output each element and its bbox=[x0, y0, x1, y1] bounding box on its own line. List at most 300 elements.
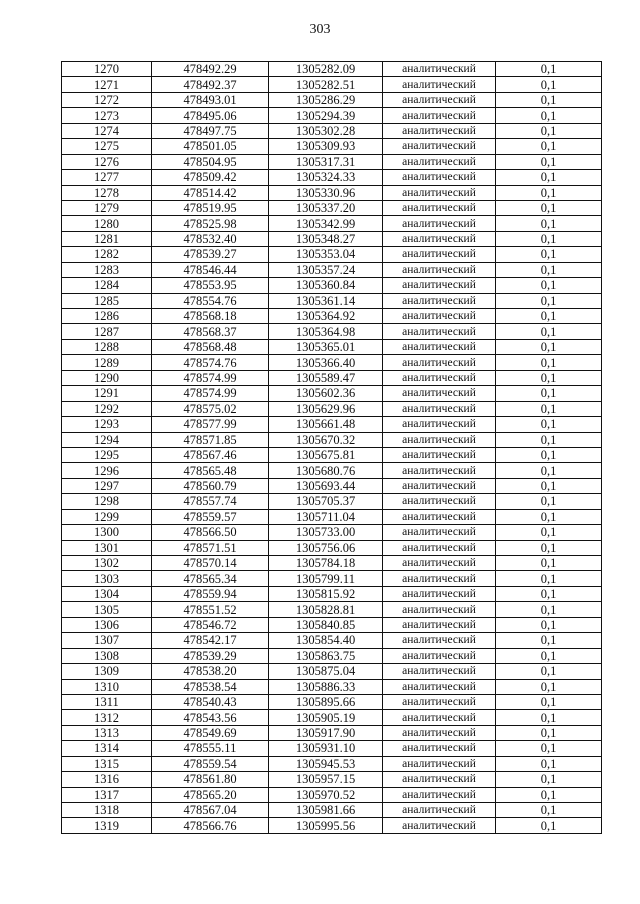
y-coordinate-cell: 1305756.06 bbox=[269, 540, 383, 555]
table-row bbox=[62, 540, 602, 555]
method-cell: аналитический bbox=[383, 818, 496, 833]
x-coordinate-cell: 478546.44 bbox=[152, 262, 269, 277]
point-number-cell: 1286 bbox=[62, 309, 152, 324]
accuracy-cell: 0,1 bbox=[496, 77, 602, 92]
accuracy-cell: 0,1 bbox=[496, 123, 602, 138]
table-row bbox=[62, 432, 602, 447]
method-cell: аналитический bbox=[383, 694, 496, 709]
table-row bbox=[62, 633, 602, 648]
accuracy-cell: 0,1 bbox=[496, 262, 602, 277]
point-number-cell: 1280 bbox=[62, 216, 152, 231]
method-cell: аналитический bbox=[383, 185, 496, 200]
accuracy-cell: 0,1 bbox=[496, 509, 602, 524]
y-coordinate-cell: 1305589.47 bbox=[269, 370, 383, 385]
accuracy-cell: 0,1 bbox=[496, 648, 602, 663]
x-coordinate-cell: 478557.74 bbox=[152, 494, 269, 509]
x-coordinate-cell: 478492.29 bbox=[152, 62, 269, 77]
table-row bbox=[62, 417, 602, 432]
accuracy-cell: 0,1 bbox=[496, 463, 602, 478]
point-number-cell: 1311 bbox=[62, 694, 152, 709]
point-number-cell: 1295 bbox=[62, 447, 152, 462]
table-row bbox=[62, 386, 602, 401]
table-row bbox=[62, 679, 602, 694]
point-number-cell: 1277 bbox=[62, 170, 152, 185]
point-number-cell: 1309 bbox=[62, 664, 152, 679]
accuracy-cell: 0,1 bbox=[496, 200, 602, 215]
table-row bbox=[62, 602, 602, 617]
method-cell: аналитический bbox=[383, 648, 496, 663]
table-row bbox=[62, 77, 602, 92]
method-cell: аналитический bbox=[383, 710, 496, 725]
table-row bbox=[62, 725, 602, 740]
method-cell: аналитический bbox=[383, 324, 496, 339]
x-coordinate-cell: 478495.06 bbox=[152, 108, 269, 123]
point-number-cell: 1316 bbox=[62, 772, 152, 787]
x-coordinate-cell: 478497.75 bbox=[152, 123, 269, 138]
x-coordinate-cell: 478559.57 bbox=[152, 509, 269, 524]
accuracy-cell: 0,1 bbox=[496, 92, 602, 107]
table-row bbox=[62, 62, 602, 77]
y-coordinate-cell: 1305895.66 bbox=[269, 694, 383, 709]
x-coordinate-cell: 478519.95 bbox=[152, 200, 269, 215]
x-coordinate-cell: 478549.69 bbox=[152, 725, 269, 740]
table-row bbox=[62, 247, 602, 262]
accuracy-cell: 0,1 bbox=[496, 417, 602, 432]
table-row bbox=[62, 262, 602, 277]
y-coordinate-cell: 1305970.52 bbox=[269, 787, 383, 802]
table-row bbox=[62, 509, 602, 524]
y-coordinate-cell: 1305364.98 bbox=[269, 324, 383, 339]
table-row bbox=[62, 324, 602, 339]
method-cell: аналитический bbox=[383, 617, 496, 632]
table-row bbox=[62, 586, 602, 601]
table-row bbox=[62, 200, 602, 215]
table-row bbox=[62, 803, 602, 818]
table-row bbox=[62, 123, 602, 138]
table-row bbox=[62, 818, 602, 833]
accuracy-cell: 0,1 bbox=[496, 478, 602, 493]
point-number-cell: 1307 bbox=[62, 633, 152, 648]
method-cell: аналитический bbox=[383, 123, 496, 138]
accuracy-cell: 0,1 bbox=[496, 432, 602, 447]
x-coordinate-cell: 478555.11 bbox=[152, 741, 269, 756]
point-number-cell: 1312 bbox=[62, 710, 152, 725]
page-number: 303 bbox=[309, 22, 331, 37]
x-coordinate-cell: 478543.56 bbox=[152, 710, 269, 725]
method-cell: аналитический bbox=[383, 463, 496, 478]
accuracy-cell: 0,1 bbox=[496, 818, 602, 833]
method-cell: аналитический bbox=[383, 447, 496, 462]
table-row bbox=[62, 710, 602, 725]
method-cell: аналитический bbox=[383, 602, 496, 617]
x-coordinate-cell: 478567.46 bbox=[152, 447, 269, 462]
table-row bbox=[62, 772, 602, 787]
x-coordinate-cell: 478568.48 bbox=[152, 339, 269, 354]
y-coordinate-cell: 1305711.04 bbox=[269, 509, 383, 524]
point-number-cell: 1304 bbox=[62, 586, 152, 601]
x-coordinate-cell: 478565.34 bbox=[152, 571, 269, 586]
point-number-cell: 1305 bbox=[62, 602, 152, 617]
method-cell: аналитический bbox=[383, 355, 496, 370]
point-number-cell: 1308 bbox=[62, 648, 152, 663]
table-row bbox=[62, 556, 602, 571]
point-number-cell: 1285 bbox=[62, 293, 152, 308]
y-coordinate-cell: 1305661.48 bbox=[269, 417, 383, 432]
method-cell: аналитический bbox=[383, 231, 496, 246]
x-coordinate-cell: 478538.20 bbox=[152, 664, 269, 679]
table-row bbox=[62, 293, 602, 308]
y-coordinate-cell: 1305917.90 bbox=[269, 725, 383, 740]
method-cell: аналитический bbox=[383, 772, 496, 787]
table-row bbox=[62, 494, 602, 509]
accuracy-cell: 0,1 bbox=[496, 710, 602, 725]
x-coordinate-cell: 478525.98 bbox=[152, 216, 269, 231]
x-coordinate-cell: 478571.51 bbox=[152, 540, 269, 555]
method-cell: аналитический bbox=[383, 92, 496, 107]
x-coordinate-cell: 478559.94 bbox=[152, 586, 269, 601]
table-row bbox=[62, 92, 602, 107]
point-number-cell: 1281 bbox=[62, 231, 152, 246]
x-coordinate-cell: 478577.99 bbox=[152, 417, 269, 432]
x-coordinate-cell: 478493.01 bbox=[152, 92, 269, 107]
method-cell: аналитический bbox=[383, 787, 496, 802]
table-row bbox=[62, 617, 602, 632]
point-number-cell: 1306 bbox=[62, 617, 152, 632]
accuracy-cell: 0,1 bbox=[496, 664, 602, 679]
x-coordinate-cell: 478546.72 bbox=[152, 617, 269, 632]
method-cell: аналитический bbox=[383, 571, 496, 586]
method-cell: аналитический bbox=[383, 586, 496, 601]
x-coordinate-cell: 478567.04 bbox=[152, 803, 269, 818]
x-coordinate-cell: 478501.05 bbox=[152, 139, 269, 154]
y-coordinate-cell: 1305282.09 bbox=[269, 62, 383, 77]
method-cell: аналитический bbox=[383, 108, 496, 123]
table-row bbox=[62, 787, 602, 802]
x-coordinate-cell: 478565.20 bbox=[152, 787, 269, 802]
y-coordinate-cell: 1305931.10 bbox=[269, 741, 383, 756]
point-number-cell: 1271 bbox=[62, 77, 152, 92]
table-row bbox=[62, 278, 602, 293]
point-number-cell: 1302 bbox=[62, 556, 152, 571]
x-coordinate-cell: 478568.37 bbox=[152, 324, 269, 339]
point-number-cell: 1317 bbox=[62, 787, 152, 802]
x-coordinate-cell: 478492.37 bbox=[152, 77, 269, 92]
accuracy-cell: 0,1 bbox=[496, 278, 602, 293]
y-coordinate-cell: 1305294.39 bbox=[269, 108, 383, 123]
point-number-cell: 1314 bbox=[62, 741, 152, 756]
point-number-cell: 1283 bbox=[62, 262, 152, 277]
accuracy-cell: 0,1 bbox=[496, 370, 602, 385]
point-number-cell: 1297 bbox=[62, 478, 152, 493]
accuracy-cell: 0,1 bbox=[496, 571, 602, 586]
accuracy-cell: 0,1 bbox=[496, 772, 602, 787]
method-cell: аналитический bbox=[383, 278, 496, 293]
accuracy-cell: 0,1 bbox=[496, 494, 602, 509]
y-coordinate-cell: 1305840.85 bbox=[269, 617, 383, 632]
point-number-cell: 1273 bbox=[62, 108, 152, 123]
y-coordinate-cell: 1305733.00 bbox=[269, 525, 383, 540]
point-number-cell: 1282 bbox=[62, 247, 152, 262]
table-row bbox=[62, 309, 602, 324]
accuracy-cell: 0,1 bbox=[496, 694, 602, 709]
accuracy-cell: 0,1 bbox=[496, 803, 602, 818]
x-coordinate-cell: 478571.85 bbox=[152, 432, 269, 447]
accuracy-cell: 0,1 bbox=[496, 756, 602, 771]
y-coordinate-cell: 1305360.84 bbox=[269, 278, 383, 293]
table-row bbox=[62, 756, 602, 771]
y-coordinate-cell: 1305317.31 bbox=[269, 154, 383, 169]
table-body bbox=[62, 62, 602, 834]
y-coordinate-cell: 1305302.28 bbox=[269, 123, 383, 138]
point-number-cell: 1287 bbox=[62, 324, 152, 339]
accuracy-cell: 0,1 bbox=[496, 108, 602, 123]
point-number-cell: 1275 bbox=[62, 139, 152, 154]
y-coordinate-cell: 1305705.37 bbox=[269, 494, 383, 509]
accuracy-cell: 0,1 bbox=[496, 231, 602, 246]
x-coordinate-cell: 478574.76 bbox=[152, 355, 269, 370]
accuracy-cell: 0,1 bbox=[496, 324, 602, 339]
accuracy-cell: 0,1 bbox=[496, 679, 602, 694]
point-number-cell: 1289 bbox=[62, 355, 152, 370]
accuracy-cell: 0,1 bbox=[496, 725, 602, 740]
accuracy-cell: 0,1 bbox=[496, 741, 602, 756]
y-coordinate-cell: 1305680.76 bbox=[269, 463, 383, 478]
accuracy-cell: 0,1 bbox=[496, 355, 602, 370]
table-row bbox=[62, 401, 602, 416]
method-cell: аналитический bbox=[383, 247, 496, 262]
y-coordinate-cell: 1305995.56 bbox=[269, 818, 383, 833]
y-coordinate-cell: 1305324.33 bbox=[269, 170, 383, 185]
point-number-cell: 1291 bbox=[62, 386, 152, 401]
accuracy-cell: 0,1 bbox=[496, 309, 602, 324]
table-row bbox=[62, 370, 602, 385]
method-cell: аналитический bbox=[383, 509, 496, 524]
y-coordinate-cell: 1305357.24 bbox=[269, 262, 383, 277]
method-cell: аналитический bbox=[383, 216, 496, 231]
accuracy-cell: 0,1 bbox=[496, 154, 602, 169]
point-number-cell: 1276 bbox=[62, 154, 152, 169]
table-row bbox=[62, 355, 602, 370]
method-cell: аналитический bbox=[383, 154, 496, 169]
method-cell: аналитический bbox=[383, 525, 496, 540]
y-coordinate-cell: 1305886.33 bbox=[269, 679, 383, 694]
table-row bbox=[62, 185, 602, 200]
accuracy-cell: 0,1 bbox=[496, 216, 602, 231]
y-coordinate-cell: 1305361.14 bbox=[269, 293, 383, 308]
method-cell: аналитический bbox=[383, 432, 496, 447]
method-cell: аналитический bbox=[383, 293, 496, 308]
accuracy-cell: 0,1 bbox=[496, 447, 602, 462]
y-coordinate-cell: 1305828.81 bbox=[269, 602, 383, 617]
y-coordinate-cell: 1305629.96 bbox=[269, 401, 383, 416]
y-coordinate-cell: 1305286.29 bbox=[269, 92, 383, 107]
x-coordinate-cell: 478566.50 bbox=[152, 525, 269, 540]
x-coordinate-cell: 478551.52 bbox=[152, 602, 269, 617]
y-coordinate-cell: 1305282.51 bbox=[269, 77, 383, 92]
point-number-cell: 1292 bbox=[62, 401, 152, 416]
accuracy-cell: 0,1 bbox=[496, 633, 602, 648]
method-cell: аналитический bbox=[383, 756, 496, 771]
point-number-cell: 1284 bbox=[62, 278, 152, 293]
point-number-cell: 1315 bbox=[62, 756, 152, 771]
point-number-cell: 1272 bbox=[62, 92, 152, 107]
y-coordinate-cell: 1305348.27 bbox=[269, 231, 383, 246]
x-coordinate-cell: 478504.95 bbox=[152, 154, 269, 169]
table-row bbox=[62, 231, 602, 246]
point-number-cell: 1290 bbox=[62, 370, 152, 385]
x-coordinate-cell: 478559.54 bbox=[152, 756, 269, 771]
y-coordinate-cell: 1305353.04 bbox=[269, 247, 383, 262]
accuracy-cell: 0,1 bbox=[496, 170, 602, 185]
method-cell: аналитический bbox=[383, 386, 496, 401]
table-row bbox=[62, 139, 602, 154]
table-row bbox=[62, 525, 602, 540]
point-number-cell: 1310 bbox=[62, 679, 152, 694]
x-coordinate-cell: 478553.95 bbox=[152, 278, 269, 293]
accuracy-cell: 0,1 bbox=[496, 185, 602, 200]
accuracy-cell: 0,1 bbox=[496, 617, 602, 632]
y-coordinate-cell: 1305342.99 bbox=[269, 216, 383, 231]
x-coordinate-cell: 478568.18 bbox=[152, 309, 269, 324]
point-number-cell: 1293 bbox=[62, 417, 152, 432]
y-coordinate-cell: 1305364.92 bbox=[269, 309, 383, 324]
method-cell: аналитический bbox=[383, 200, 496, 215]
table-row bbox=[62, 463, 602, 478]
table-row bbox=[62, 108, 602, 123]
x-coordinate-cell: 478509.42 bbox=[152, 170, 269, 185]
point-number-cell: 1270 bbox=[62, 62, 152, 77]
accuracy-cell: 0,1 bbox=[496, 787, 602, 802]
method-cell: аналитический bbox=[383, 741, 496, 756]
x-coordinate-cell: 478554.76 bbox=[152, 293, 269, 308]
accuracy-cell: 0,1 bbox=[496, 401, 602, 416]
y-coordinate-cell: 1305945.53 bbox=[269, 756, 383, 771]
accuracy-cell: 0,1 bbox=[496, 540, 602, 555]
point-number-cell: 1313 bbox=[62, 725, 152, 740]
table-row bbox=[62, 154, 602, 169]
method-cell: аналитический bbox=[383, 664, 496, 679]
method-cell: аналитический bbox=[383, 339, 496, 354]
y-coordinate-cell: 1305337.20 bbox=[269, 200, 383, 215]
y-coordinate-cell: 1305854.40 bbox=[269, 633, 383, 648]
table-row bbox=[62, 339, 602, 354]
x-coordinate-cell: 478561.80 bbox=[152, 772, 269, 787]
y-coordinate-cell: 1305981.66 bbox=[269, 803, 383, 818]
method-cell: аналитический bbox=[383, 401, 496, 416]
method-cell: аналитический bbox=[383, 679, 496, 694]
x-coordinate-cell: 478539.29 bbox=[152, 648, 269, 663]
point-number-cell: 1303 bbox=[62, 571, 152, 586]
x-coordinate-cell: 478575.02 bbox=[152, 401, 269, 416]
accuracy-cell: 0,1 bbox=[496, 602, 602, 617]
point-number-cell: 1300 bbox=[62, 525, 152, 540]
method-cell: аналитический bbox=[383, 262, 496, 277]
point-number-cell: 1298 bbox=[62, 494, 152, 509]
x-coordinate-cell: 478542.17 bbox=[152, 633, 269, 648]
y-coordinate-cell: 1305784.18 bbox=[269, 556, 383, 571]
y-coordinate-cell: 1305330.96 bbox=[269, 185, 383, 200]
accuracy-cell: 0,1 bbox=[496, 293, 602, 308]
y-coordinate-cell: 1305602.36 bbox=[269, 386, 383, 401]
point-number-cell: 1274 bbox=[62, 123, 152, 138]
point-number-cell: 1301 bbox=[62, 540, 152, 555]
point-number-cell: 1278 bbox=[62, 185, 152, 200]
method-cell: аналитический bbox=[383, 803, 496, 818]
y-coordinate-cell: 1305693.44 bbox=[269, 478, 383, 493]
y-coordinate-cell: 1305905.19 bbox=[269, 710, 383, 725]
y-coordinate-cell: 1305863.75 bbox=[269, 648, 383, 663]
coordinates-table bbox=[61, 61, 602, 834]
table-row bbox=[62, 447, 602, 462]
accuracy-cell: 0,1 bbox=[496, 556, 602, 571]
x-coordinate-cell: 478538.54 bbox=[152, 679, 269, 694]
point-number-cell: 1294 bbox=[62, 432, 152, 447]
table-row bbox=[62, 694, 602, 709]
table-row bbox=[62, 664, 602, 679]
y-coordinate-cell: 1305675.81 bbox=[269, 447, 383, 462]
point-number-cell: 1319 bbox=[62, 818, 152, 833]
y-coordinate-cell: 1305309.93 bbox=[269, 139, 383, 154]
method-cell: аналитический bbox=[383, 556, 496, 571]
table-row bbox=[62, 648, 602, 663]
method-cell: аналитический bbox=[383, 417, 496, 432]
x-coordinate-cell: 478566.76 bbox=[152, 818, 269, 833]
method-cell: аналитический bbox=[383, 62, 496, 77]
method-cell: аналитический bbox=[383, 725, 496, 740]
point-number-cell: 1279 bbox=[62, 200, 152, 215]
point-number-cell: 1299 bbox=[62, 509, 152, 524]
point-number-cell: 1288 bbox=[62, 339, 152, 354]
method-cell: аналитический bbox=[383, 170, 496, 185]
y-coordinate-cell: 1305365.01 bbox=[269, 339, 383, 354]
accuracy-cell: 0,1 bbox=[496, 586, 602, 601]
point-number-cell: 1296 bbox=[62, 463, 152, 478]
accuracy-cell: 0,1 bbox=[496, 62, 602, 77]
method-cell: аналитический bbox=[383, 139, 496, 154]
y-coordinate-cell: 1305957.15 bbox=[269, 772, 383, 787]
accuracy-cell: 0,1 bbox=[496, 386, 602, 401]
x-coordinate-cell: 478565.48 bbox=[152, 463, 269, 478]
table-row bbox=[62, 170, 602, 185]
method-cell: аналитический bbox=[383, 478, 496, 493]
method-cell: аналитический bbox=[383, 77, 496, 92]
y-coordinate-cell: 1305799.11 bbox=[269, 571, 383, 586]
x-coordinate-cell: 478514.42 bbox=[152, 185, 269, 200]
method-cell: аналитический bbox=[383, 494, 496, 509]
table-row bbox=[62, 741, 602, 756]
y-coordinate-cell: 1305670.32 bbox=[269, 432, 383, 447]
x-coordinate-cell: 478574.99 bbox=[152, 386, 269, 401]
table-row bbox=[62, 478, 602, 493]
y-coordinate-cell: 1305815.92 bbox=[269, 586, 383, 601]
x-coordinate-cell: 478560.79 bbox=[152, 478, 269, 493]
x-coordinate-cell: 478532.40 bbox=[152, 231, 269, 246]
accuracy-cell: 0,1 bbox=[496, 139, 602, 154]
accuracy-cell: 0,1 bbox=[496, 339, 602, 354]
table-row bbox=[62, 216, 602, 231]
method-cell: аналитический bbox=[383, 633, 496, 648]
point-number-cell: 1318 bbox=[62, 803, 152, 818]
x-coordinate-cell: 478570.14 bbox=[152, 556, 269, 571]
y-coordinate-cell: 1305875.04 bbox=[269, 664, 383, 679]
y-coordinate-cell: 1305366.40 bbox=[269, 355, 383, 370]
method-cell: аналитический bbox=[383, 540, 496, 555]
x-coordinate-cell: 478574.99 bbox=[152, 370, 269, 385]
method-cell: аналитический bbox=[383, 370, 496, 385]
accuracy-cell: 0,1 bbox=[496, 525, 602, 540]
x-coordinate-cell: 478539.27 bbox=[152, 247, 269, 262]
method-cell: аналитический bbox=[383, 309, 496, 324]
